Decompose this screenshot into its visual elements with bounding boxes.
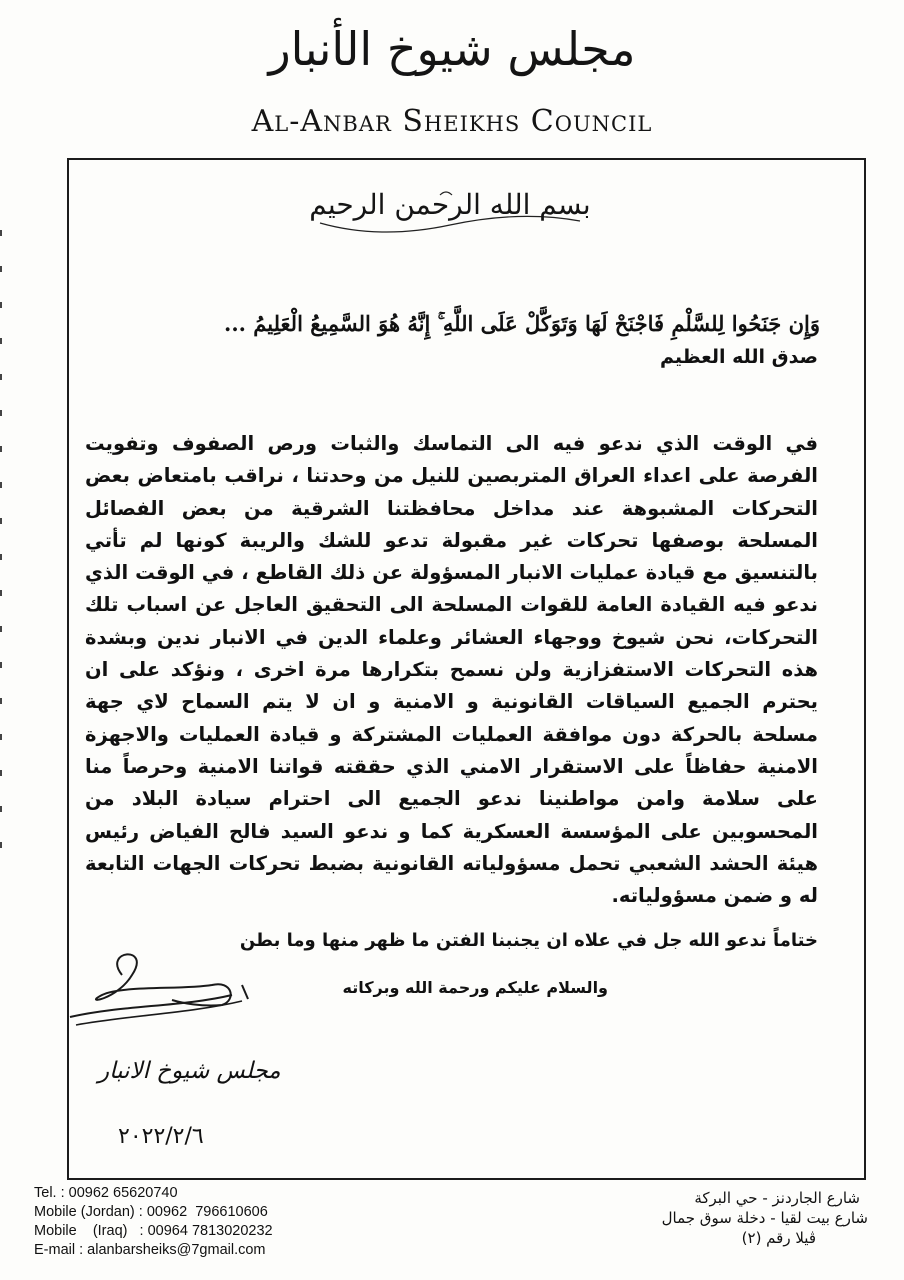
postal-address: [662, 1188, 868, 1248]
email: E-mail : alanbarsheiks@7gmail.com: [34, 1242, 266, 1258]
quran-verse: وَإِن جَنَحُوا لِلسَّلْمِ فَاجْنَحْ لَهَا وَتَوَكَّلْ عَلَى اللَّهِ ۚ إِنَّهُ هُوَ السَّمِيعُ الْعَلِيمُ ...: [224, 311, 820, 336]
address-line-3: ڤيلا رقم (٢): [741, 1229, 816, 1247]
address-line-2: شارع بيت لقيا - دخلة سوق جمال: [661, 1209, 868, 1227]
closing-line: ختاماً ندعو الله جل في علاه ان يجنبنا الفتن ما ظهر منها وما بطن: [239, 930, 818, 951]
mobile-jordan: Mobile (Jordan) : 00962 796610606: [34, 1204, 268, 1220]
letterhead-title-english: Al-Anbar Sheikhs Council: [251, 104, 653, 139]
address-line-1: شارع الجاردنز - حي البركة: [694, 1189, 860, 1207]
page-edge-marks: [0, 230, 3, 930]
verse-closing: صدق الله العظيم: [659, 346, 818, 368]
letterhead-title-arabic: مجلس شيوخ الأنبار: [268, 22, 636, 76]
handwritten-signature: [62, 945, 272, 1035]
letter-body: في الوقت الذي ندعو فيه الى التماسك والثبات ورص الصفوف وتفويت الفرصة على اعداء العراق المتربصين للنيل من وحدتنا ، نراقب بامتعاض بعض التحركات المشبوهة عند مداخل محافظتنا الشرقية من بعض الفصائل المسلحة بوصفها تحركات غير مقبولة تدعو للشك والريبة كونها لم تأتي بالتنسيق مع قيادة عمليات الانبار المسؤولة عن ذلك القاطع ، في الوقت الذي ندعو فيه القيادة العامة للقوات المسلحة الى التحقيق العاجل عن اسباب تلك التحركات، نحن شيوخ ووجهاء العشائر وعلماء الدين في الانبار ندين وبشدة هذه التحركات الاستفزازية ولن نسمح بتكرارها مرة اخرى ، ونؤكد على ان يحترم الجميع السياقات القانونية و الامنية و ان لا يتم السماح لاي جهة مسلحة بالحركة دون موافقة العمليات المشتركة و قيادة العمليات والاجهزة الامنية حفاظاً على الاستقرار الامني الذي حققته قواتنا الامنية وحرصاً منا على سلامة وامن مواطنينا ندعو الجميع الى احترام سيادة البلاد من المحسوبين على المؤسسة العسكرية كما و ندعو السيد فالح الفياض رئيس هيئة الحشد الشعبي تحمل مسؤولياته القانونية بضبط تحركات الجهات التابعة له و ضمن مسؤولياته.: [85, 432, 818, 908]
letter-date: ٢٠٢٢/٢/٦: [118, 1124, 204, 1149]
mobile-iraq: Mobile (Iraq) : 00964 7813020232: [34, 1223, 273, 1239]
contact-info: [34, 1184, 273, 1260]
signatory-name: مجلس شيوخ الانبار: [98, 1058, 281, 1084]
salutation: والسلام عليكم ورحمة الله وبركاته: [342, 978, 608, 997]
basmala: بسم الله الرحمن الرحيم: [309, 188, 591, 221]
telephone: Tel. : 00962 65620740: [34, 1185, 178, 1201]
